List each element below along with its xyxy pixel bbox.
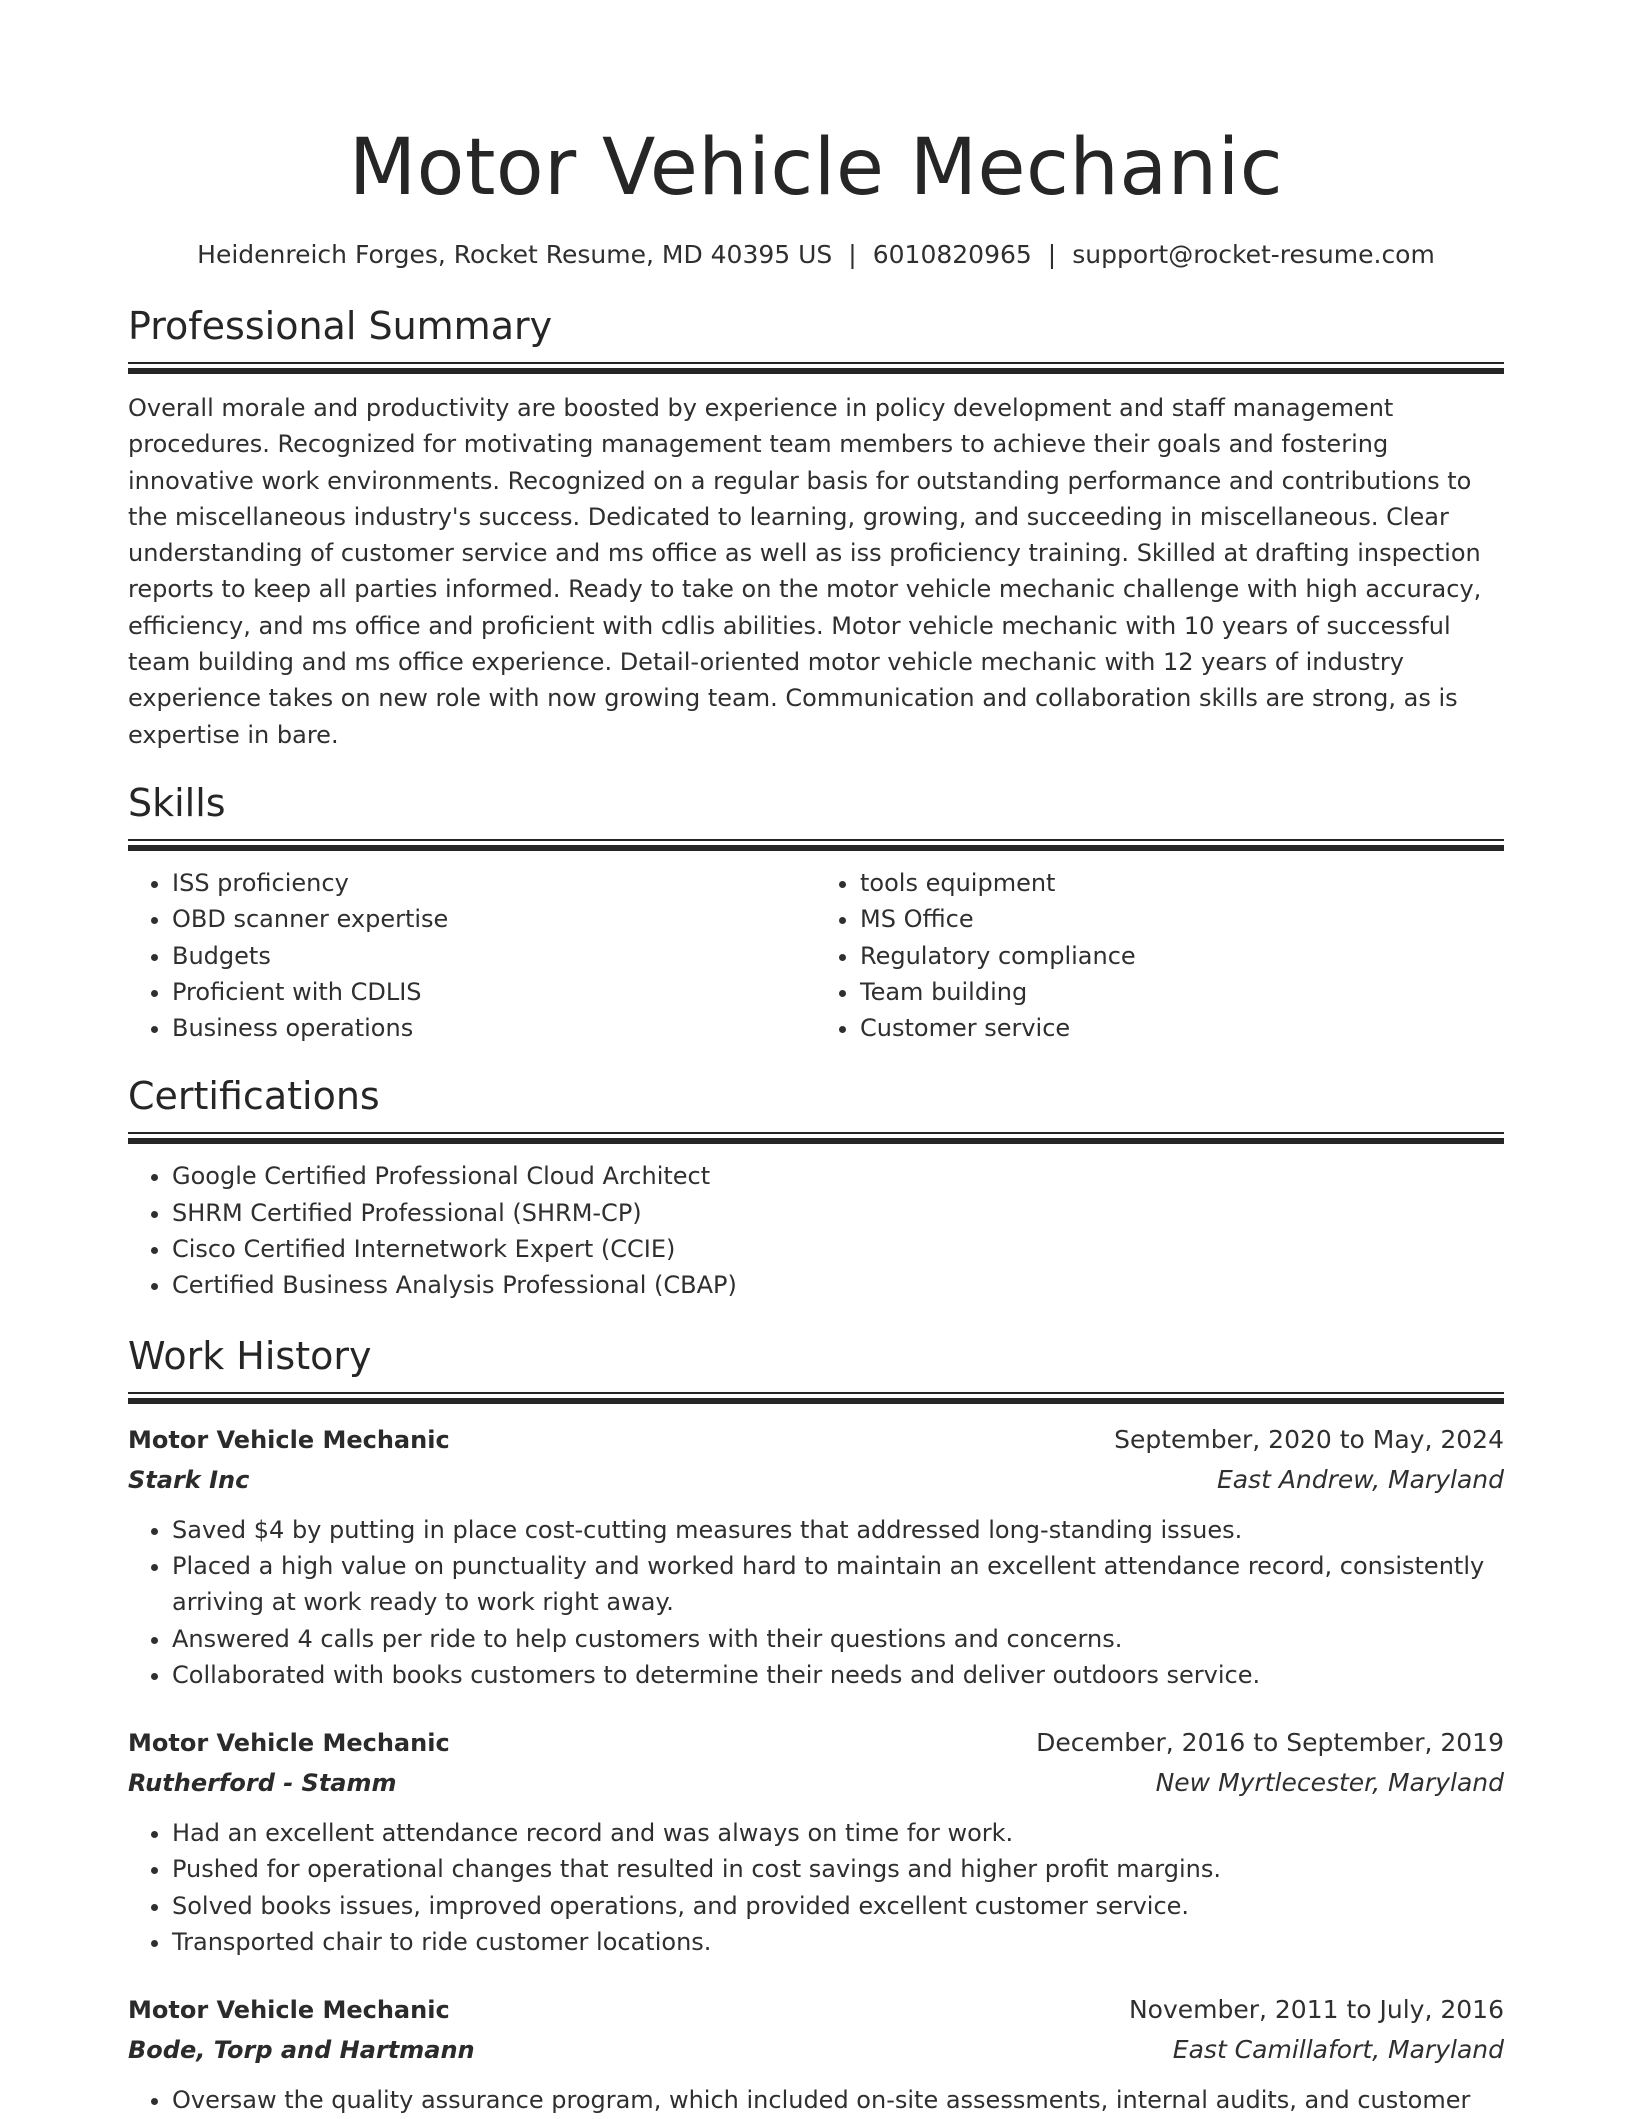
job-bullet: • Collaborated with books customers to determine their needs and deliver outdoors service.	[172, 1657, 1504, 1693]
skill-item: • Team building	[860, 974, 1504, 1010]
job-bullets	[128, 1512, 1504, 1693]
certifications-section	[128, 1072, 1504, 1303]
job-bullet: • Pushed for operational changes that resulted in cost savings and higher profit margins.	[172, 1851, 1504, 1887]
contact-email: support@rocket-resume.com	[1072, 240, 1435, 269]
certification-item: • Certified Business Analysis Professional (CBAP)	[172, 1267, 1504, 1303]
certifications-list	[128, 1158, 1504, 1303]
job-location: East Andrew, Maryland	[1216, 1464, 1504, 1494]
skill-item: • ISS proficiency	[172, 865, 816, 901]
skill-item: • Business operations	[172, 1010, 816, 1046]
section-divider	[128, 1132, 1504, 1144]
section-divider	[128, 839, 1504, 851]
skill-item: • tools equipment	[860, 865, 1504, 901]
job-bullet: • Saved $4 by putting in place cost-cutting measures that addressed long-standing issues.	[172, 1512, 1504, 1548]
skill-item: • MS Office	[860, 901, 1504, 937]
job-company: Stark Inc	[128, 1465, 250, 1494]
skills-list-right	[816, 865, 1504, 1046]
job-entry	[128, 1723, 1504, 1960]
work-history-section	[128, 1332, 1504, 2119]
job-dates: September, 2020 to May, 2024	[1114, 1424, 1504, 1454]
contact-line	[128, 238, 1504, 272]
skills-list-left	[128, 865, 816, 1046]
job-entry	[128, 1990, 1504, 2118]
contact-separator: |	[848, 240, 857, 269]
certification-item: • SHRM Certified Professional (SHRM-CP)	[172, 1195, 1504, 1231]
job-title: Motor Vehicle Mechanic	[128, 1425, 450, 1454]
resume-page	[128, 0, 1504, 2119]
job-bullet: • Had an excellent attendance record and was always on time for work.	[172, 1815, 1504, 1851]
contact-phone: 6010820965	[872, 240, 1032, 269]
skills-heading: Skills	[128, 780, 226, 825]
job-bullets	[128, 2082, 1504, 2118]
job-subheader	[128, 1460, 1504, 1500]
job-company: Bode, Torp and Hartmann	[128, 2036, 475, 2065]
candidate-name: Motor Vehicle Mechanic	[348, 123, 1284, 213]
contact-separator: |	[1047, 240, 1057, 269]
job-title: Motor Vehicle Mechanic	[128, 1729, 450, 1758]
certifications-heading: Certifications	[128, 1074, 380, 1119]
job-bullet: • Solved books issues, improved operations, and provided excellent customer service.	[172, 1888, 1504, 1924]
skills-grid	[128, 865, 1504, 1046]
job-header	[128, 1420, 1504, 1460]
job-title: Motor Vehicle Mechanic	[128, 1996, 450, 2025]
certification-item: • Cisco Certified Internetwork Expert (CCIE)	[172, 1231, 1504, 1267]
summary-text: Overall morale and productivity are boosted by experience in policy development and staff management procedures. Recognized for motivating management team members to achieve their goals and fostering innovative work environments. Recognized on a regular basis for outstanding performance and contributions to the miscellaneous industry's success. Dedicated to learning, growing, and succeeding in miscellaneous. Clear understanding of customer service and ms office as well as iss proficiency training. Skilled at drafting inspection reports to keep all parties informed. Ready to take on the motor vehicle mechanic challenge with high accuracy, efficiency, and ms office and proficient with cdlis abilities. Motor vehicle mechanic with 10 years of successful team building and ms office experience. Detail-oriented motor vehicle mechanic with 12 years of industry experience takes on new role with now growing team. Communication and collaboration skills are strong, as is expertise in bare.	[128, 394, 1482, 749]
section-divider	[128, 1392, 1504, 1404]
summary-section	[128, 302, 1504, 753]
job-location: New Myrtlecester, Maryland	[1155, 1768, 1504, 1798]
job-header	[128, 1723, 1504, 1763]
skill-item: • Regulatory compliance	[860, 938, 1504, 974]
job-subheader	[128, 2030, 1504, 2070]
job-dates: November, 2011 to July, 2016	[1128, 1995, 1504, 2025]
skill-item: • Customer service	[860, 1010, 1504, 1046]
work-history-heading: Work History	[128, 1333, 372, 1378]
job-bullets	[128, 1815, 1504, 1960]
job-bullet: • Oversaw the quality assurance program, which included on-site assessments, internal audits, and customer	[172, 2082, 1504, 2118]
skills-section	[128, 779, 1504, 1046]
job-entry	[128, 1420, 1504, 1693]
job-bullet: • Answered 4 calls per ride to help customers with their questions and concerns.	[172, 1621, 1504, 1657]
job-bullet: • Transported chair to ride customer locations.	[172, 1924, 1504, 1960]
summary-heading: Professional Summary	[128, 304, 553, 348]
job-company: Rutherford - Stamm	[128, 1769, 397, 1798]
certification-item: • Google Certified Professional Cloud Architect	[172, 1158, 1504, 1194]
job-subheader	[128, 1763, 1504, 1803]
skill-item: • Proficient with CDLIS	[172, 974, 816, 1010]
skill-item: • Budgets	[172, 938, 816, 974]
job-bullet: • Placed a high value on punctuality and worked hard to maintain an excellent attendance record, consistently arriving at work ready to work right away.	[172, 1548, 1504, 1621]
job-header	[128, 1990, 1504, 2030]
skill-item: • OBD scanner expertise	[172, 901, 816, 937]
job-dates: December, 2016 to September, 2019	[1036, 1728, 1504, 1758]
job-location: East Camillafort, Maryland	[1172, 2035, 1504, 2065]
section-divider	[128, 362, 1504, 374]
contact-address: Heidenreich Forges, Rocket Resume, MD 40395 US	[197, 240, 833, 269]
